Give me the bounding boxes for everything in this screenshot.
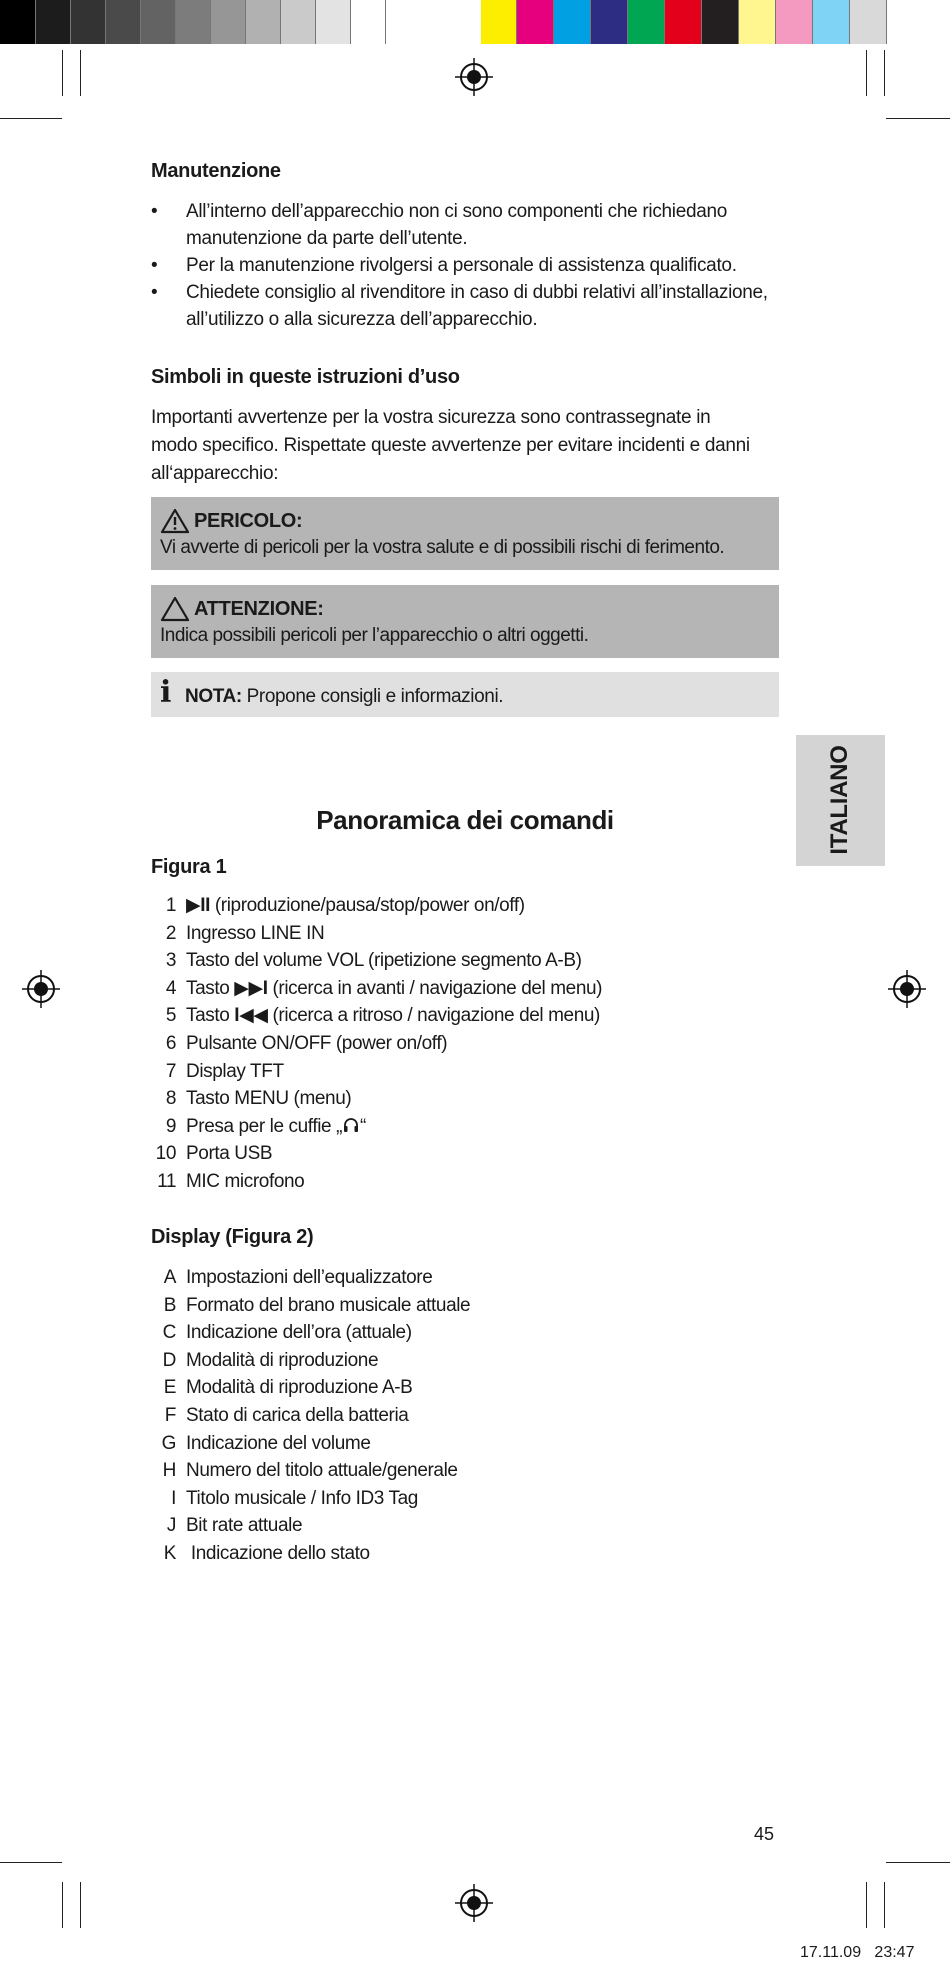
list-item: 10 Porta USB bbox=[155, 1143, 273, 1165]
list-item: J Bit rate attuale bbox=[166, 1515, 303, 1537]
color-swatch bbox=[776, 0, 813, 44]
list-item: H Numero del titolo attuale/generale bbox=[162, 1460, 458, 1482]
crop-mark bbox=[886, 118, 950, 119]
color-swatch bbox=[628, 0, 665, 44]
list-item: • Chiedete consiglio al rivenditore in caso di dubbi relativi all’installazione, all’utilizzo o alla sicurezza dell’apparecchio. bbox=[151, 279, 779, 333]
list-item: K Indicazione dello stato bbox=[163, 1542, 370, 1564]
color-swatch bbox=[0, 0, 36, 44]
crop-mark bbox=[866, 1882, 867, 1928]
crop-mark bbox=[62, 1882, 63, 1928]
crop-mark bbox=[80, 50, 81, 96]
caution-text: Indica possibili pericoli per l’apparecchio o altri oggetti. bbox=[160, 625, 589, 646]
danger-notice-box bbox=[151, 497, 779, 570]
play-pause-icon: ▶II bbox=[186, 895, 210, 916]
color-swatch bbox=[591, 0, 628, 44]
controls-list bbox=[151, 892, 779, 1196]
list-item: D Modalità di riproduzione bbox=[162, 1349, 379, 1371]
color-swatch bbox=[36, 0, 71, 44]
language-tab bbox=[796, 735, 885, 866]
print-timestamp: 17.11.09 23:47 bbox=[800, 1944, 915, 1961]
registration-mark-icon bbox=[888, 970, 926, 1008]
section-heading-manutenzione: Manutenzione bbox=[151, 160, 281, 182]
crop-mark bbox=[0, 118, 62, 119]
info-icon: i bbox=[160, 675, 171, 710]
color-swatch bbox=[554, 0, 591, 44]
color-swatch bbox=[850, 0, 887, 44]
note-title: NOTA: bbox=[185, 686, 242, 707]
section-heading-figura-1: Figura 1 bbox=[151, 856, 227, 878]
simboli-paragraph: Importanti avvertenze per la vostra sicurezza sono contrassegnate in modo specifico. Rispettate queste avvertenze per evitare incidenti e danni all‘apparecchio: bbox=[151, 407, 750, 484]
page-title: Panoramica dei comandi bbox=[316, 805, 614, 835]
note-box bbox=[151, 672, 779, 717]
color-swatch bbox=[71, 0, 106, 44]
skip-forward-icon: ▶▶I bbox=[234, 977, 268, 999]
caution-notice-box bbox=[151, 585, 779, 658]
registration-mark-icon bbox=[22, 970, 60, 1008]
skip-back-icon: I◀◀ bbox=[234, 1005, 268, 1027]
color-swatch bbox=[351, 0, 386, 44]
list-item: • All’interno dell’apparecchio non ci sono componenti che richiedano manutenzione da parte dell’utente. bbox=[151, 198, 779, 252]
crop-mark bbox=[0, 1862, 62, 1863]
color-swatch bbox=[141, 0, 176, 44]
color-swatch bbox=[481, 0, 517, 44]
crop-mark bbox=[886, 1862, 950, 1863]
list-item: F Stato di carica della batteria bbox=[164, 1404, 409, 1426]
section-heading-simboli: Simboli in queste istruzioni d’uso bbox=[151, 366, 460, 388]
crop-mark bbox=[884, 50, 885, 96]
caution-title: ATTENZIONE: bbox=[194, 598, 324, 620]
list-item: C Indicazione dell’ora (attuale) bbox=[162, 1322, 412, 1344]
color-swatch bbox=[813, 0, 850, 44]
list-item: 7 Display TFT bbox=[165, 1060, 284, 1082]
maintenance-list bbox=[151, 198, 779, 333]
language-tab-label: ITALIANO bbox=[826, 745, 853, 855]
color-swatch bbox=[739, 0, 776, 44]
list-item: B Formato del brano musicale attuale bbox=[163, 1294, 471, 1316]
color-swatch bbox=[246, 0, 281, 44]
crop-mark bbox=[62, 50, 63, 96]
list-item: 5 Tasto I◀◀ (ricerca a ritroso / navigazione del menu) bbox=[165, 1005, 600, 1027]
list-item: G Indicazione del volume bbox=[161, 1432, 371, 1454]
page-number: 45 bbox=[754, 1824, 775, 1844]
color-swatch bbox=[281, 0, 316, 44]
display-list bbox=[151, 1264, 779, 1568]
warning-triangle-icon bbox=[160, 596, 190, 622]
list-item: • Per la manutenzione rivolgersi a personale di assistenza qualificato. bbox=[151, 252, 779, 279]
color-swatch bbox=[517, 0, 554, 44]
registration-mark-icon bbox=[455, 1884, 493, 1922]
headphones-icon bbox=[342, 1116, 360, 1134]
list-item: 8 Tasto MENU (menu) bbox=[165, 1088, 352, 1110]
color-swatch bbox=[106, 0, 141, 44]
section-heading-display: Display (Figura 2) bbox=[151, 1226, 314, 1248]
color-swatch bbox=[211, 0, 246, 44]
color-calibration-bar bbox=[0, 0, 950, 44]
list-item: 2 Ingresso LINE IN bbox=[165, 922, 325, 944]
crop-mark bbox=[866, 50, 867, 96]
list-item: 3 Tasto del volume VOL (ripetizione segmento A-B) bbox=[165, 950, 582, 972]
color-swatch bbox=[316, 0, 351, 44]
list-item: I Titolo musicale / Info ID3 Tag bbox=[171, 1487, 418, 1509]
registration-mark-icon bbox=[455, 58, 493, 96]
list-item: E Modalità di riproduzione A-B bbox=[163, 1377, 413, 1399]
list-item: 6 Pulsante ON/OFF (power on/off) bbox=[165, 1032, 448, 1054]
crop-mark bbox=[80, 1882, 81, 1928]
color-swatch bbox=[176, 0, 211, 44]
list-item: 9 Presa per le cuffie „ “ bbox=[165, 1115, 366, 1137]
list-item: 1 ▶II (riproduzione/pausa/stop/power on/off) bbox=[165, 895, 525, 916]
list-item: 4 Tasto ▶▶I (ricerca in avanti / navigazione del menu) bbox=[165, 977, 603, 999]
warning-triangle-icon bbox=[160, 508, 190, 534]
crop-mark bbox=[884, 1882, 885, 1928]
list-item: A Impostazioni dell’equalizzatore bbox=[163, 1267, 433, 1288]
note-text: Propone consigli e informazioni. bbox=[241, 686, 504, 707]
list-item: 11 MIC microfono bbox=[157, 1170, 305, 1192]
color-swatch bbox=[702, 0, 739, 44]
color-swatch bbox=[665, 0, 702, 44]
danger-title: PERICOLO: bbox=[194, 510, 303, 532]
danger-text: Vi avverte di pericoli per la vostra salute e di possibili rischi di ferimento. bbox=[160, 537, 725, 558]
